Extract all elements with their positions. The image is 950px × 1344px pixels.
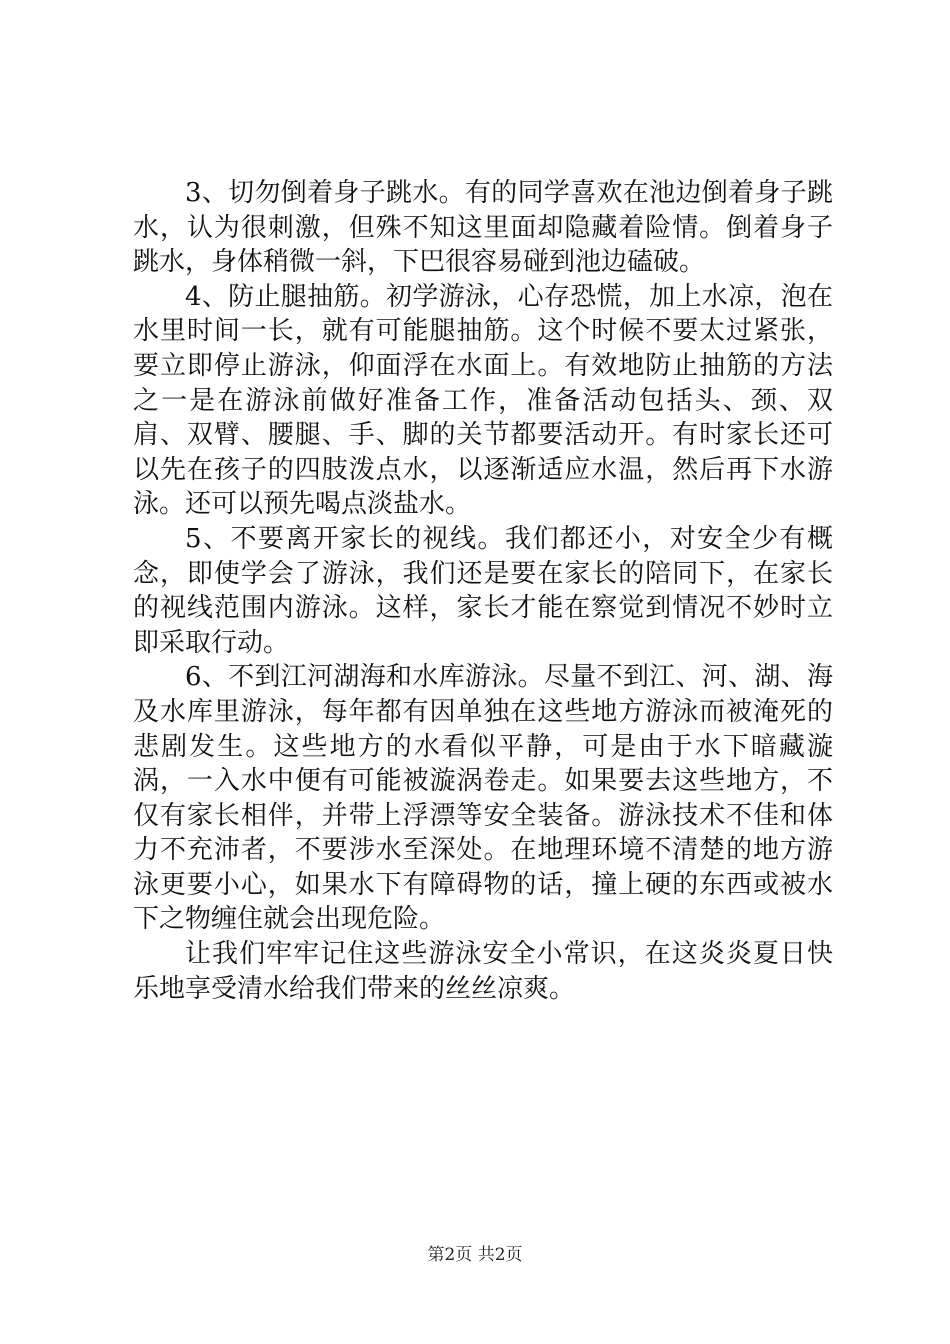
document-body	[133, 176, 833, 1006]
paragraph-conclusion: 让我们牢牢记住这些游泳安全小常识，在这炎炎夏日快乐地享受清水给我们带来的丝丝凉爽。	[133, 939, 833, 1004]
paragraph-prevent-cramp: 4、防止腿抽筋。初学游泳，心存恐慌，加上水凉，泡在水里时间一长，就有可能腿抽筋。这个时候不要太过紧张，要立即停止游泳，仰面浮在水面上。有效地防止抽筋的方法之一是在游泳前做好准备工作，准备活动包括头、颈、双肩、双臂、腰腿、手、脚的关节都要活动开。有时家长还可以先在孩子的四肢泼点水，以逐渐适应水温，然后再下水游泳。还可以预先喝点淡盐水。	[133, 281, 833, 520]
paragraph-stay-with-parents: 5、不要离开家长的视线。我们都还小，对安全少有概念，即使学会了游泳，我们还是要在家长的陪同下，在家长的视线范围内游泳。这样，家长才能在察觉到情况不妙时立即采取行动。	[133, 523, 833, 658]
paragraph-no-jump-backward: 3、切勿倒着身子跳水。有的同学喜欢在池边倒着身子跳水，认为很刺激，但殊不知这里面却隐藏着险情。倒着身子跳水，身体稍微一斜，下巴很容易碰到池边磕破。	[133, 178, 833, 278]
paragraph-avoid-open-water: 6、不到江河湖海和水库游泳。尽量不到江、河、湖、海及水库里游泳，每年都有因单独在这些地方游泳而被淹死的悲剧发生。这些地方的水看似平静，可是由于水下暗藏漩涡，一入水中便有可能被漩涡卷走。如果要去这些地方，不仅有家长相伴，并带上浮漂等安全装备。游泳技术不佳和体力不充沛者，不要涉水至深处。在地理环境不清楚的地方游泳更要小心，如果水下有障碍物的话，撞上硬的东西或被水下之物缠住就会出现危险。	[133, 662, 833, 935]
page-number-footer: 第2页 共2页	[427, 1245, 523, 1265]
